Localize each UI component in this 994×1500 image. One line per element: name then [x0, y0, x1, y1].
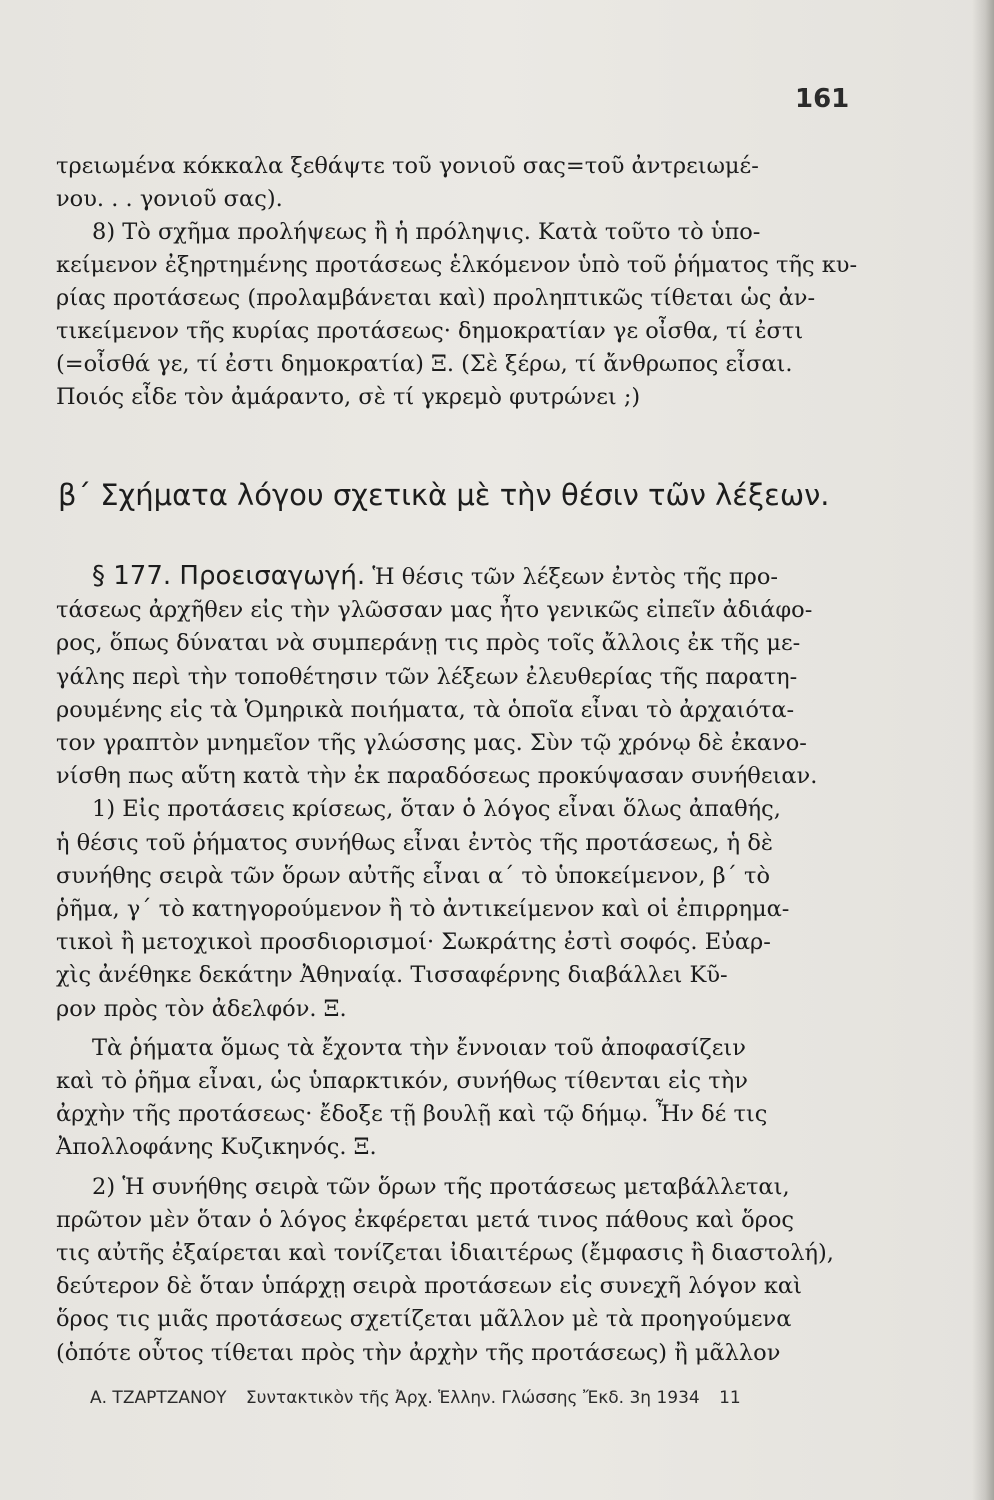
- text-line: (ὁπότε οὗτος τίθεται πρὸς τὴν ἀρχὴν τῆς προτάσεως) ἢ μᾶλλον: [56, 1339, 781, 1366]
- section-heading: β΄ Σχήματα λόγου σχετικὰ μὲ τὴν θέσιν τῶν λέξεων.: [58, 478, 830, 512]
- text-line: χὶς ἀνέθηκε δεκάτην Ἀθηναίᾳ. Τισσαφέρνης διαβάλλει Κῦ-: [56, 962, 728, 989]
- text-line: ρος, ὅπως δύναται νὰ συμπεράνῃ τις πρὸς τοῖς ἄλλοις ἐκ τῆς με-: [56, 630, 801, 657]
- footer-title: Συντακτικὸν τῆς Ἀρχ. Ἑλλην. Γλώσσης Ἔκδ. 3η 1934: [245, 1388, 700, 1408]
- page-number: 161: [795, 84, 850, 114]
- text-line: συνήθης σειρὰ τῶν ὅρων αὐτῆς εἶναι α΄ τὸ ὑποκείμενον, β΄ τὸ: [56, 862, 771, 889]
- text-line: δεύτερον δὲ ὅταν ὑπάρχῃ σειρὰ προτάσεων εἰς συνεχῆ λόγον καὶ: [56, 1273, 802, 1300]
- text-line: 1) Εἰς προτάσεις κρίσεως, ὅταν ὁ λόγος εἶναι ὅλως ἀπαθής,: [92, 796, 781, 823]
- footer-signature: 11: [719, 1388, 741, 1408]
- text-line: ρίας προτάσεως (προλαμβάνεται καὶ) προληπτικῶς τίθεται ὡς ἀν-: [56, 285, 816, 311]
- text-line: ῥῆμα, γ΄ τὸ κατηγορούμενον ἢ τὸ ἀντικείμενον καὶ οἱ ἐπιρρημα-: [56, 896, 790, 923]
- text-line: Ἡ θέσις τῶν λέξεων ἐντὸς τῆς προ-: [372, 564, 779, 590]
- text-line: τικείμενον τῆς κυρίας προτάσεως· δημοκρατίαν γε οἶσθα, τί ἐστι: [56, 318, 804, 344]
- text-line: (=οἶσθά γε, τί ἐστι δημοκρατία) Ξ. (Σὲ ξέρω, τί ἄνθρωπος εἶσαι.: [56, 351, 793, 377]
- text-line: 8) Τὸ σχῆμα προλήψεως ἢ ἡ πρόληψις. Κατὰ τοῦτο τὸ ὑπο-: [92, 219, 761, 245]
- page-edge-shadow: [972, 0, 994, 1500]
- text-line: ρουμένης εἰς τὰ Ὁμηρικὰ ποιήματα, τὰ ὁποῖα εἶναι τὸ ἀρχαιότα-: [56, 696, 795, 723]
- text-line: 2) Ἡ συνήθης σειρὰ τῶν ὅρων τῆς προτάσεως μεταβάλλεται,: [92, 1173, 790, 1200]
- footer-author: Α. ΤΖΑΡΤΖΑΝΟΥ: [90, 1388, 227, 1408]
- text-line: κείμενον ἐξηρτημένης προτάσεως ἑλκόμενον ὑπὸ τοῦ ῥήματος τῆς κυ-: [56, 252, 858, 278]
- main-text: [56, 560, 856, 1370]
- top-paragraph: [56, 150, 856, 414]
- text-line: πρῶτον μὲν ὅταν ὁ λόγος ἐκφέρεται μετά τινος πάθους καὶ ὅρος: [56, 1206, 795, 1233]
- text-line: γάλης περὶ τὴν τοποθέτησιν τῶν λέξεων ἐλευθερίας τῆς παρατη-: [56, 663, 798, 690]
- text-line: τρειωμένα κόκκαλα ξεθάψτε τοῦ γονιοῦ σας=τοῦ ἀντρειωμέ-: [56, 153, 759, 179]
- text-line: Τὰ ῥήματα ὅμως τὰ ἔχοντα τὴν ἔννοιαν τοῦ ἀποφασίζειν: [92, 1034, 746, 1061]
- text-line: τάσεως ἀρχῆθεν εἰς τὴν γλῶσσαν μας ἦτο γενικῶς εἰπεῖν ἀδιάφο-: [56, 597, 813, 624]
- text-line: νίσθη πως αὕτη κατὰ τὴν ἐκ παραδόσεως προκύψασαν συνήθειαν.: [56, 763, 818, 790]
- text-line: ἡ θέσις τοῦ ῥήματος συνήθως εἶναι ἐντὸς τῆς προτάσεως, ἡ δὲ: [56, 829, 773, 856]
- text-line: τις αὐτῆς ἐξαίρεται καὶ τονίζεται ἰδιαιτέρως (ἔμφασις ἢ διαστολή),: [56, 1240, 834, 1267]
- text-line: Ποιός εἶδε τὸν ἀμάραντο, σὲ τί γκρεμὸ φυτρώνει ;): [56, 384, 641, 410]
- text-line: καὶ τὸ ῥῆμα εἶναι, ὡς ὑπαρκτικόν, συνήθως τίθενται εἰς τὴν: [56, 1068, 748, 1095]
- section-intro-line: [56, 560, 856, 594]
- text-line: τικοὶ ἢ μετοχικοὶ προσδιορισμοί· Σωκράτης ἐστὶ σοφός. Εὐαρ-: [56, 929, 771, 956]
- text-line: ρον πρὸς τὸν ἀδελφόν. Ξ.: [56, 995, 347, 1022]
- text-line: Ἀπολλοφάνης Κυζικηνός. Ξ.: [56, 1134, 377, 1161]
- page-footer: [90, 1388, 755, 1408]
- text-line: νου. . . γονιοῦ σας).: [56, 186, 283, 212]
- text-line: ὅρος τις μιᾶς προτάσεως σχετίζεται μᾶλλον μὲ τὰ προηγούμενα: [56, 1306, 792, 1333]
- section-title: § 177. Προεισαγωγή.: [92, 561, 366, 591]
- text-line: ἀρχὴν τῆς προτάσεως· ἔδοξε τῇ βουλῇ καὶ τῷ δήμῳ. Ἦν δέ τις: [56, 1101, 768, 1128]
- text-line: τον γραπτὸν μνημεῖον τῆς γλώσσης μας. Σὺν τῷ χρόνῳ δὲ ἐκανο-: [56, 730, 807, 757]
